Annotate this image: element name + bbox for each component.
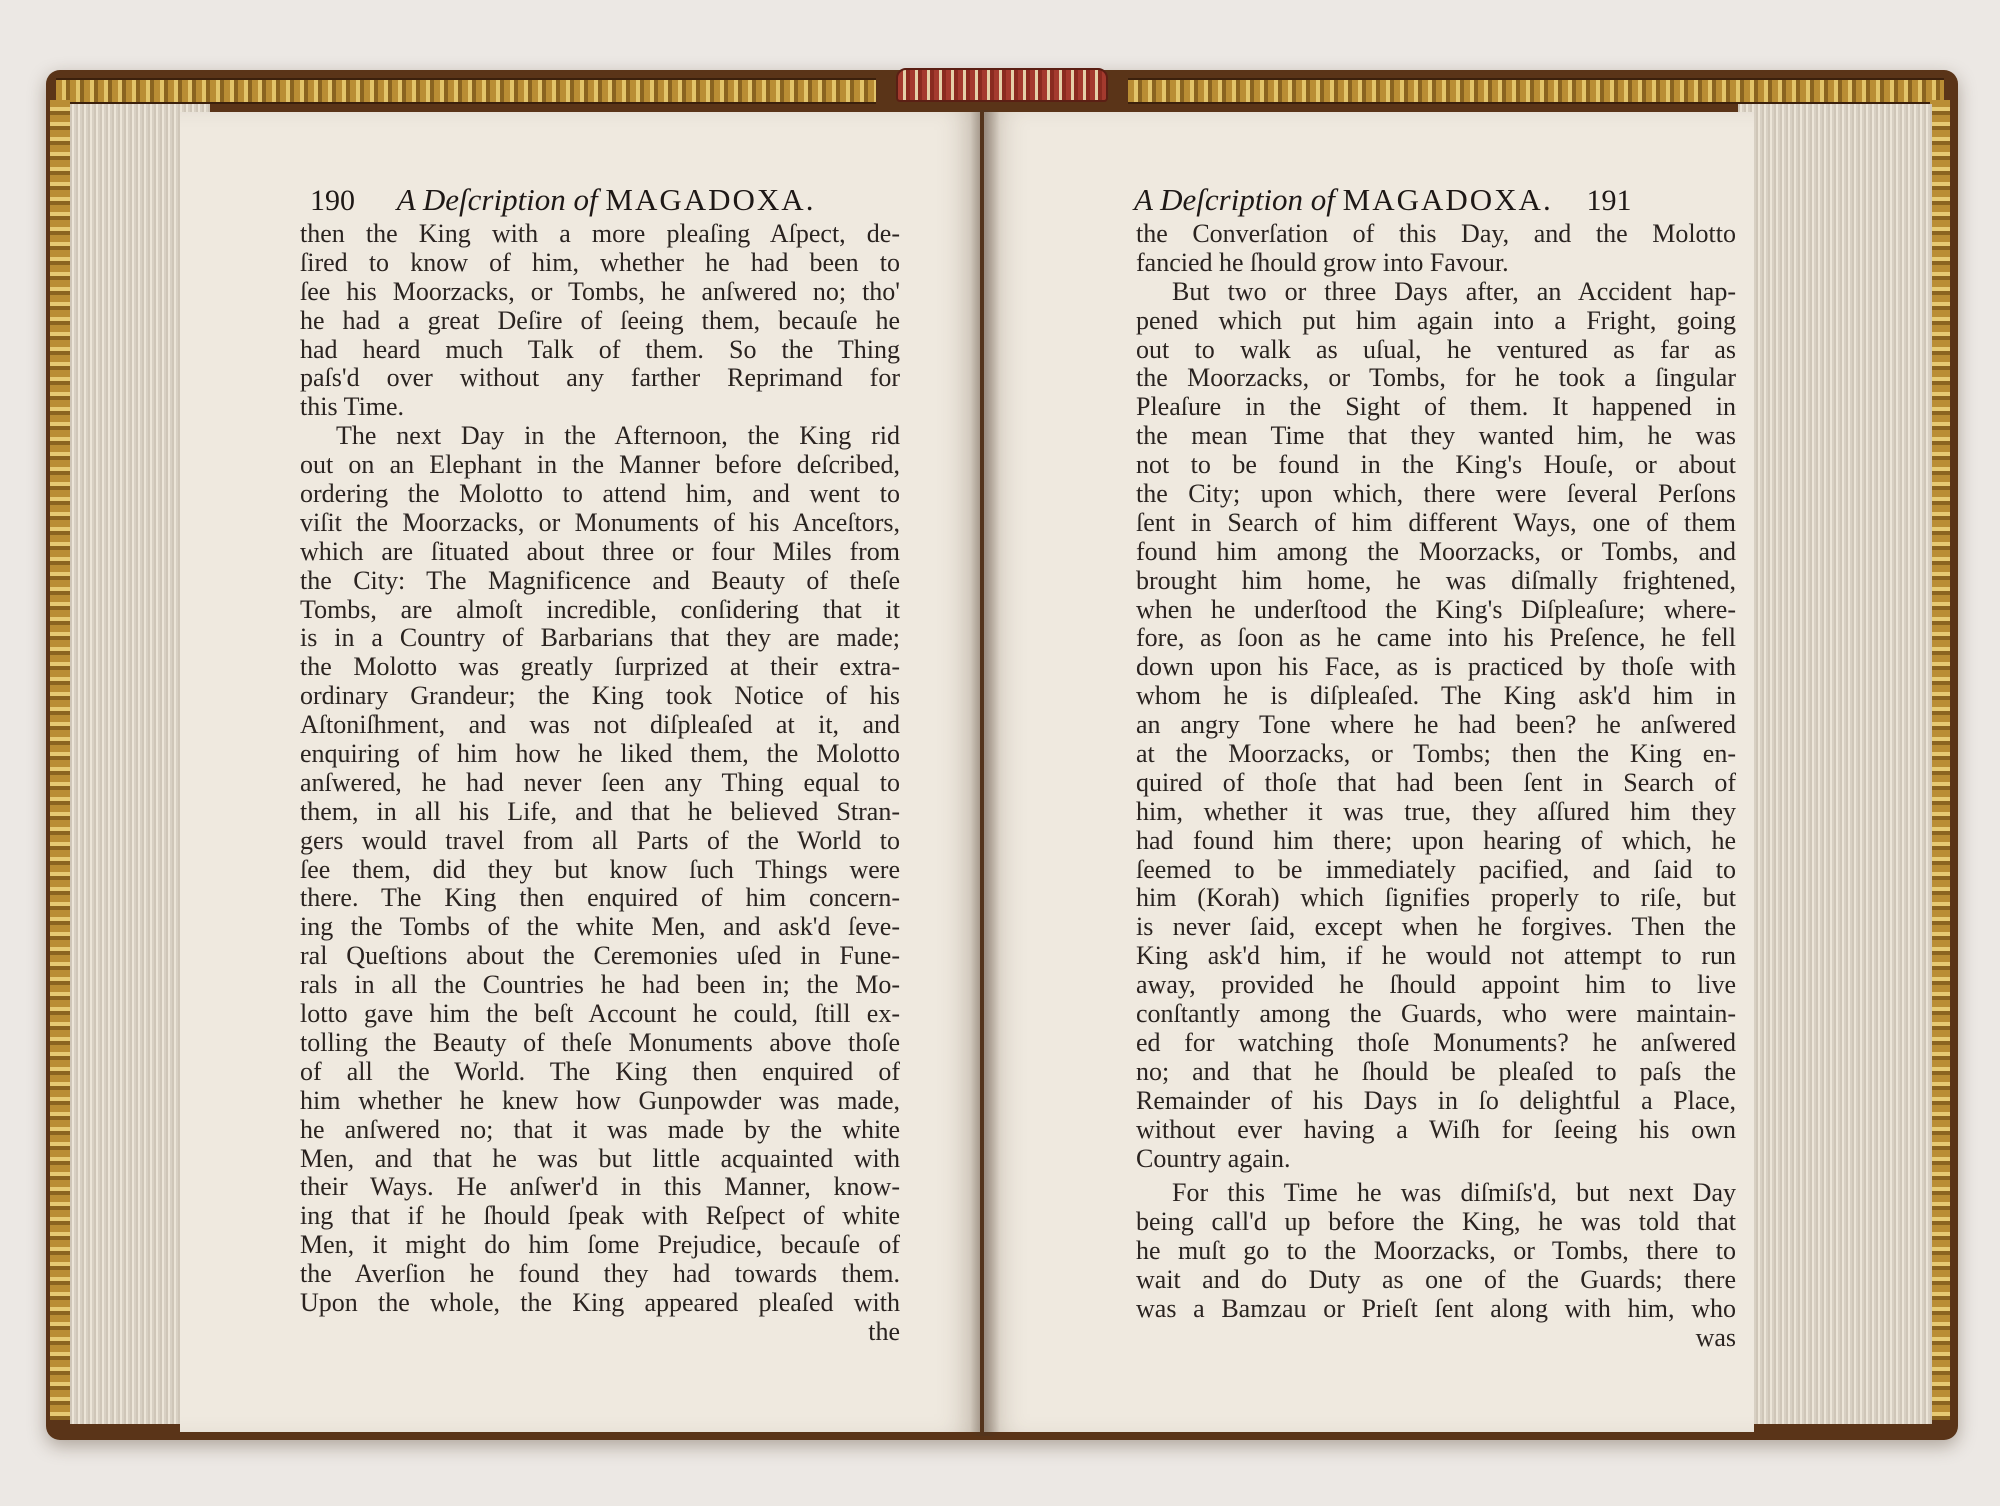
text-line: For this Time he was diſmiſs'd, but next Day [1172,1179,1736,1208]
text-line: this Time. [300,393,405,422]
text-line: then the King with a more pleaſing Aſpect, de- [300,220,900,248]
text-line: ſeemed to be immediately pacified, and ſaid to [1136,855,1736,884]
text-line: brought him home, he was diſmally frightened, [1136,566,1736,595]
gilt-border-top-right [1128,78,1944,104]
text-line: an angry Tone where he had been? he anſwered [1136,711,1736,740]
text-line: him (Korah) which ſignifies properly to riſe, but [1136,884,1736,913]
text-line: he had a great Deſire of ſeeing them, becauſe he [300,306,900,335]
text-line: is in a Country of Barbarians that they are made; [300,624,900,653]
right-running-head [1134,182,1631,218]
text-line: Men, and that he was but little acquainted with [300,1144,900,1173]
text-line: But two or three Days after, an Accident hap- [1172,277,1736,306]
page-edges-right [1738,104,1932,1424]
text-line: whom he is diſpleaſed. The King ask'd him in [1136,682,1736,711]
text-line: wait and do Duty as one of the Guards; there [1136,1266,1736,1295]
text-line: ſent in Search of him different Ways, one of them [1136,508,1736,537]
gilt-border-right [1930,100,1950,1420]
text-line: the Averſion he found they had towards them. [300,1260,900,1289]
text-line: viſit the Moorzacks, or Monuments of his Anceſtors, [300,508,900,537]
text-line: the [868,1317,900,1346]
text-line: paſs'd over without any farther Reprimand for [300,364,900,393]
text-line: which are ſituated about three or four Miles from [300,537,900,566]
text-line: ſired to know of him, whether he had been to [300,248,900,277]
text-line: Tombs, are almoſt incredible, conſidering that it [300,595,900,624]
text-line: ed for watching thoſe Monuments? he anſwered [1136,1028,1736,1057]
text-line: Remainder of his Days in ſo delightful a Place, [1136,1086,1736,1115]
book-gutter [970,110,1000,1436]
text-line: fancied he ſhould grow into Favour. [1136,248,1509,277]
headband [896,68,1108,102]
text-line: Aſtoniſhment, and was not diſpleaſed at it, and [300,711,900,740]
text-line: out to walk as uſual, he ventured as far as [1136,335,1736,364]
text-line: the Molotto was greatly ſurprized at their extra- [300,653,900,682]
text-line: the City: The Magnificence and Beauty of theſe [300,566,900,595]
text-line: the City; upon which, there were ſeveral Perſons [1136,480,1736,509]
text-line: ordinary Grandeur; the King took Notice of his [300,682,900,711]
text-line: of all the World. The King then enquired of [300,1057,900,1086]
text-line: away, provided he ſhould appoint him to live [1136,971,1736,1000]
text-line: lotto gave him the beſt Account he could, ſtill ex- [300,1000,900,1029]
text-line: ral Queſtions about the Ceremonies uſed in Fune- [300,942,900,971]
text-line: ing that if he ſhould ſpeak with Reſpect of white [300,1202,900,1231]
text-line: Pleaſure in the Sight of them. It happened in [1136,393,1736,422]
text-line: was a Bamzau or Prieſt ſent along with him, who [1136,1294,1736,1323]
text-line: ordering the Molotto to attend him, and went to [300,480,900,509]
text-line: down upon his Face, as is practiced by thoſe with [1136,653,1736,682]
text-line: he muſt go to the Moorzacks, or Tombs, there to [1136,1237,1736,1266]
text-line: is never ſaid, except when he forgives. Then the [1136,913,1736,942]
text-line: at the Moorzacks, or Tombs; then the King en- [1136,740,1736,769]
text-line: was [1695,1323,1736,1352]
text-line: Upon the whole, the King appeared pleaſed with [300,1288,900,1317]
text-line: anſwered, he had never ſeen any Thing equal to [300,768,900,797]
text-line: had found him there; upon hearing of which, he [1136,826,1736,855]
text-line: the Moorzacks, or Tombs, for he took a ſingular [1136,364,1736,393]
text-line: him, whether it was true, they aſſured him they [1136,797,1736,826]
text-line: tolling the Beauty of theſe Monuments above thoſe [300,1028,900,1057]
text-line: them, in all his Life, and that he believed Stran- [300,797,900,826]
text-line: ſee them, did they but know ſuch Things were [300,855,900,884]
gilt-border-left [50,100,70,1420]
text-line: fore, as ſoon as he came into his Preſence, he fell [1136,624,1736,653]
text-line: enquiring of him how he liked them, the Molotto [300,740,900,769]
text-line: ſee his Moorzacks, or Tombs, he anſwered no; tho' [300,277,900,306]
left-page [180,112,980,1432]
text-line: had heard much Talk of them. So the Thing [300,335,900,364]
text-line: King ask'd him, if he would not attempt to run [1136,942,1736,971]
right-page [984,112,1754,1432]
text-line: rals in all the Countries he had been in; the Mo- [300,971,900,1000]
text-line: when he underſtood the King's Diſpleaſure; where- [1136,595,1736,624]
text-line: him whether he knew how Gunpowder was made, [300,1086,900,1115]
page-number: 190 [310,184,355,217]
left-page-text [300,220,900,1347]
right-page-text [1136,220,1736,1353]
text-line: out on an Elephant in the Manner before deſcribed, [300,451,900,480]
text-line: there. The King then enquired of him concern- [300,884,900,913]
text-line: the mean Time that they wanted him, he was [1136,422,1736,451]
running-head-title: A Deſcription of [396,182,598,217]
text-line: The next Day in the Afternoon, the King rid [336,422,900,451]
text-line: the Converſation of this Day, and the Molotto [1136,220,1736,248]
text-line: pened which put him again into a Fright, going [1136,306,1736,335]
text-line: no; and that he ſhould be pleaſed to paſs the [1136,1057,1736,1086]
text-line: ing the Tombs of the white Men, and ask'd ſeve- [300,913,900,942]
text-line: their Ways. He anſwer'd in this Manner, know- [300,1173,900,1202]
text-line: quired of thoſe that had been ſent in Search of [1136,768,1736,797]
text-line: without ever having a Wiſh for ſeeing his own [1136,1115,1736,1144]
text-line: he anſwered no; that it was made by the white [300,1115,900,1144]
text-line: Country again. [1136,1144,1291,1173]
text-line: found him among the Moorzacks, or Tombs, and [1136,537,1736,566]
left-running-head [310,182,815,218]
text-line: not to be found in the King's Houſe, or about [1136,451,1736,480]
gilt-border-top-left [56,78,876,104]
text-line: being call'd up before the King, he was told that [1136,1208,1736,1237]
running-head-title: A Deſcription of [1134,182,1335,217]
text-line: Men, it might do him ſome Prejudice, becauſe of [300,1231,900,1260]
running-head-caps: MAGADOXA. [605,182,816,217]
page-number: 191 [1586,184,1632,217]
text-line: conſtantly among the Guards, who were maintain- [1136,1000,1736,1029]
text-line: gers would travel from all Parts of the World to [300,826,900,855]
running-head-caps: MAGADOXA. [1342,182,1553,217]
